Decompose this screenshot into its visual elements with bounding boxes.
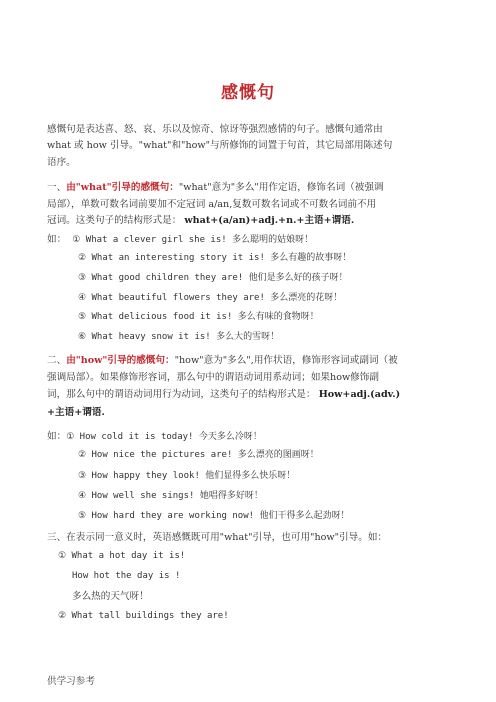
section1-line-2: 局部），单数可数名词前要加不定冠词 a/an,复数可数名词或不可数名词前不用	[47, 199, 377, 210]
section2-example-1	[47, 430, 262, 444]
section1-example-3: ③ What good children they are! 他们是多么好的孩子呀！	[78, 273, 348, 283]
section2-line-3	[47, 388, 400, 401]
section2-example-2: ② How nice the pictures are! 多么漂亮的图画呀！	[78, 450, 319, 460]
section3-example-1b: How hot the day is !	[72, 571, 181, 581]
page-footer: 供学习参考	[47, 676, 95, 687]
section3-example-2a: ② What tall buildings they are!	[58, 611, 229, 621]
intro-line-3: 语序。	[47, 157, 76, 168]
section2-prefix: 二、	[47, 355, 67, 366]
section2-formula: How+adj.(adv.)	[318, 389, 401, 400]
section2-example-3: ③ How happy they look! 他们显得多么快乐呀！	[78, 471, 296, 481]
section2-example-4: ④ How well she sings! 她唱得多好呀！	[78, 491, 263, 501]
section1-line-1-text: "what"意为"多么"用作定语，修饰名词（被强调	[178, 182, 384, 193]
section1-heading: 由"what"引导的感慨句：	[66, 182, 179, 193]
section1-example-6: ⑥ What heavy snow it is! 多么大的雪呀！	[78, 332, 280, 342]
section1-example-1	[47, 233, 313, 247]
section1-line-3	[47, 214, 354, 227]
page-title: 感慨句	[221, 83, 275, 103]
section2-example-5: ⑤ How hard they are working now! 他们干得多么起劲呀！	[78, 511, 350, 521]
section1-formula: what+(a/an)+adj.+n.+主语+谓语.	[184, 215, 355, 226]
section1-line-3-text: 冠词。这类句子的结构形式是：	[47, 215, 182, 226]
section1-example-4: ④ What beautiful flowers they are! 多么漂亮的花呀！	[78, 293, 343, 303]
section2-line-3-text: 词，那么句中的谓语动词用行为动词，这类句子的结构形式是：	[47, 389, 316, 400]
section2-line-1-text: "how"意为"多么",用作状语，修饰形容词或副词（被	[174, 355, 398, 366]
section3-example-1c: 多么热的天气呀！	[72, 591, 149, 602]
intro-line-2: what 或 how 引导。"what"和"how"与所修饰的词置于句首，其它局部用陈述句	[47, 140, 393, 151]
intro-line-1: 感慨句是表达喜、怒、哀、乐以及惊奇、惊讶等强烈感情的句子。感慨句通常由	[47, 124, 383, 135]
section1-prefix: 一、	[47, 182, 67, 193]
section3-example-1a: ① What a hot day it is!	[58, 551, 186, 561]
section1-examples-lead: 如：	[47, 234, 67, 245]
section3-line-1: 三、在表示同一意义时，英语感慨既可用"what"引导，也可用"how"引导。如：	[47, 532, 388, 543]
section2-heading: 由"how"引导的感慨句：	[66, 355, 175, 366]
section2-line-1	[47, 354, 398, 367]
example-sentence: ① How cold it is today! 今天多么冷呀！	[66, 432, 262, 442]
section1-line-1	[47, 181, 384, 194]
section2-formula-cont: +主语+谓语.	[47, 407, 105, 418]
section1-example-5: ⑤ What delicious food it is! 多么有味的食物呀！	[78, 312, 319, 322]
section2-examples-lead: 如：	[47, 431, 67, 442]
example-sentence: ① What a clever girl she is! 多么聪明的姑娘呀！	[72, 235, 314, 245]
section2-line-2: 强调局部）。如果修饰形容词，那么句中的谓语动词用系动词；如果how修饰副	[47, 372, 379, 383]
section1-example-2: ② What an interesting story it is! 多么有趣的故事呀！	[78, 253, 352, 263]
